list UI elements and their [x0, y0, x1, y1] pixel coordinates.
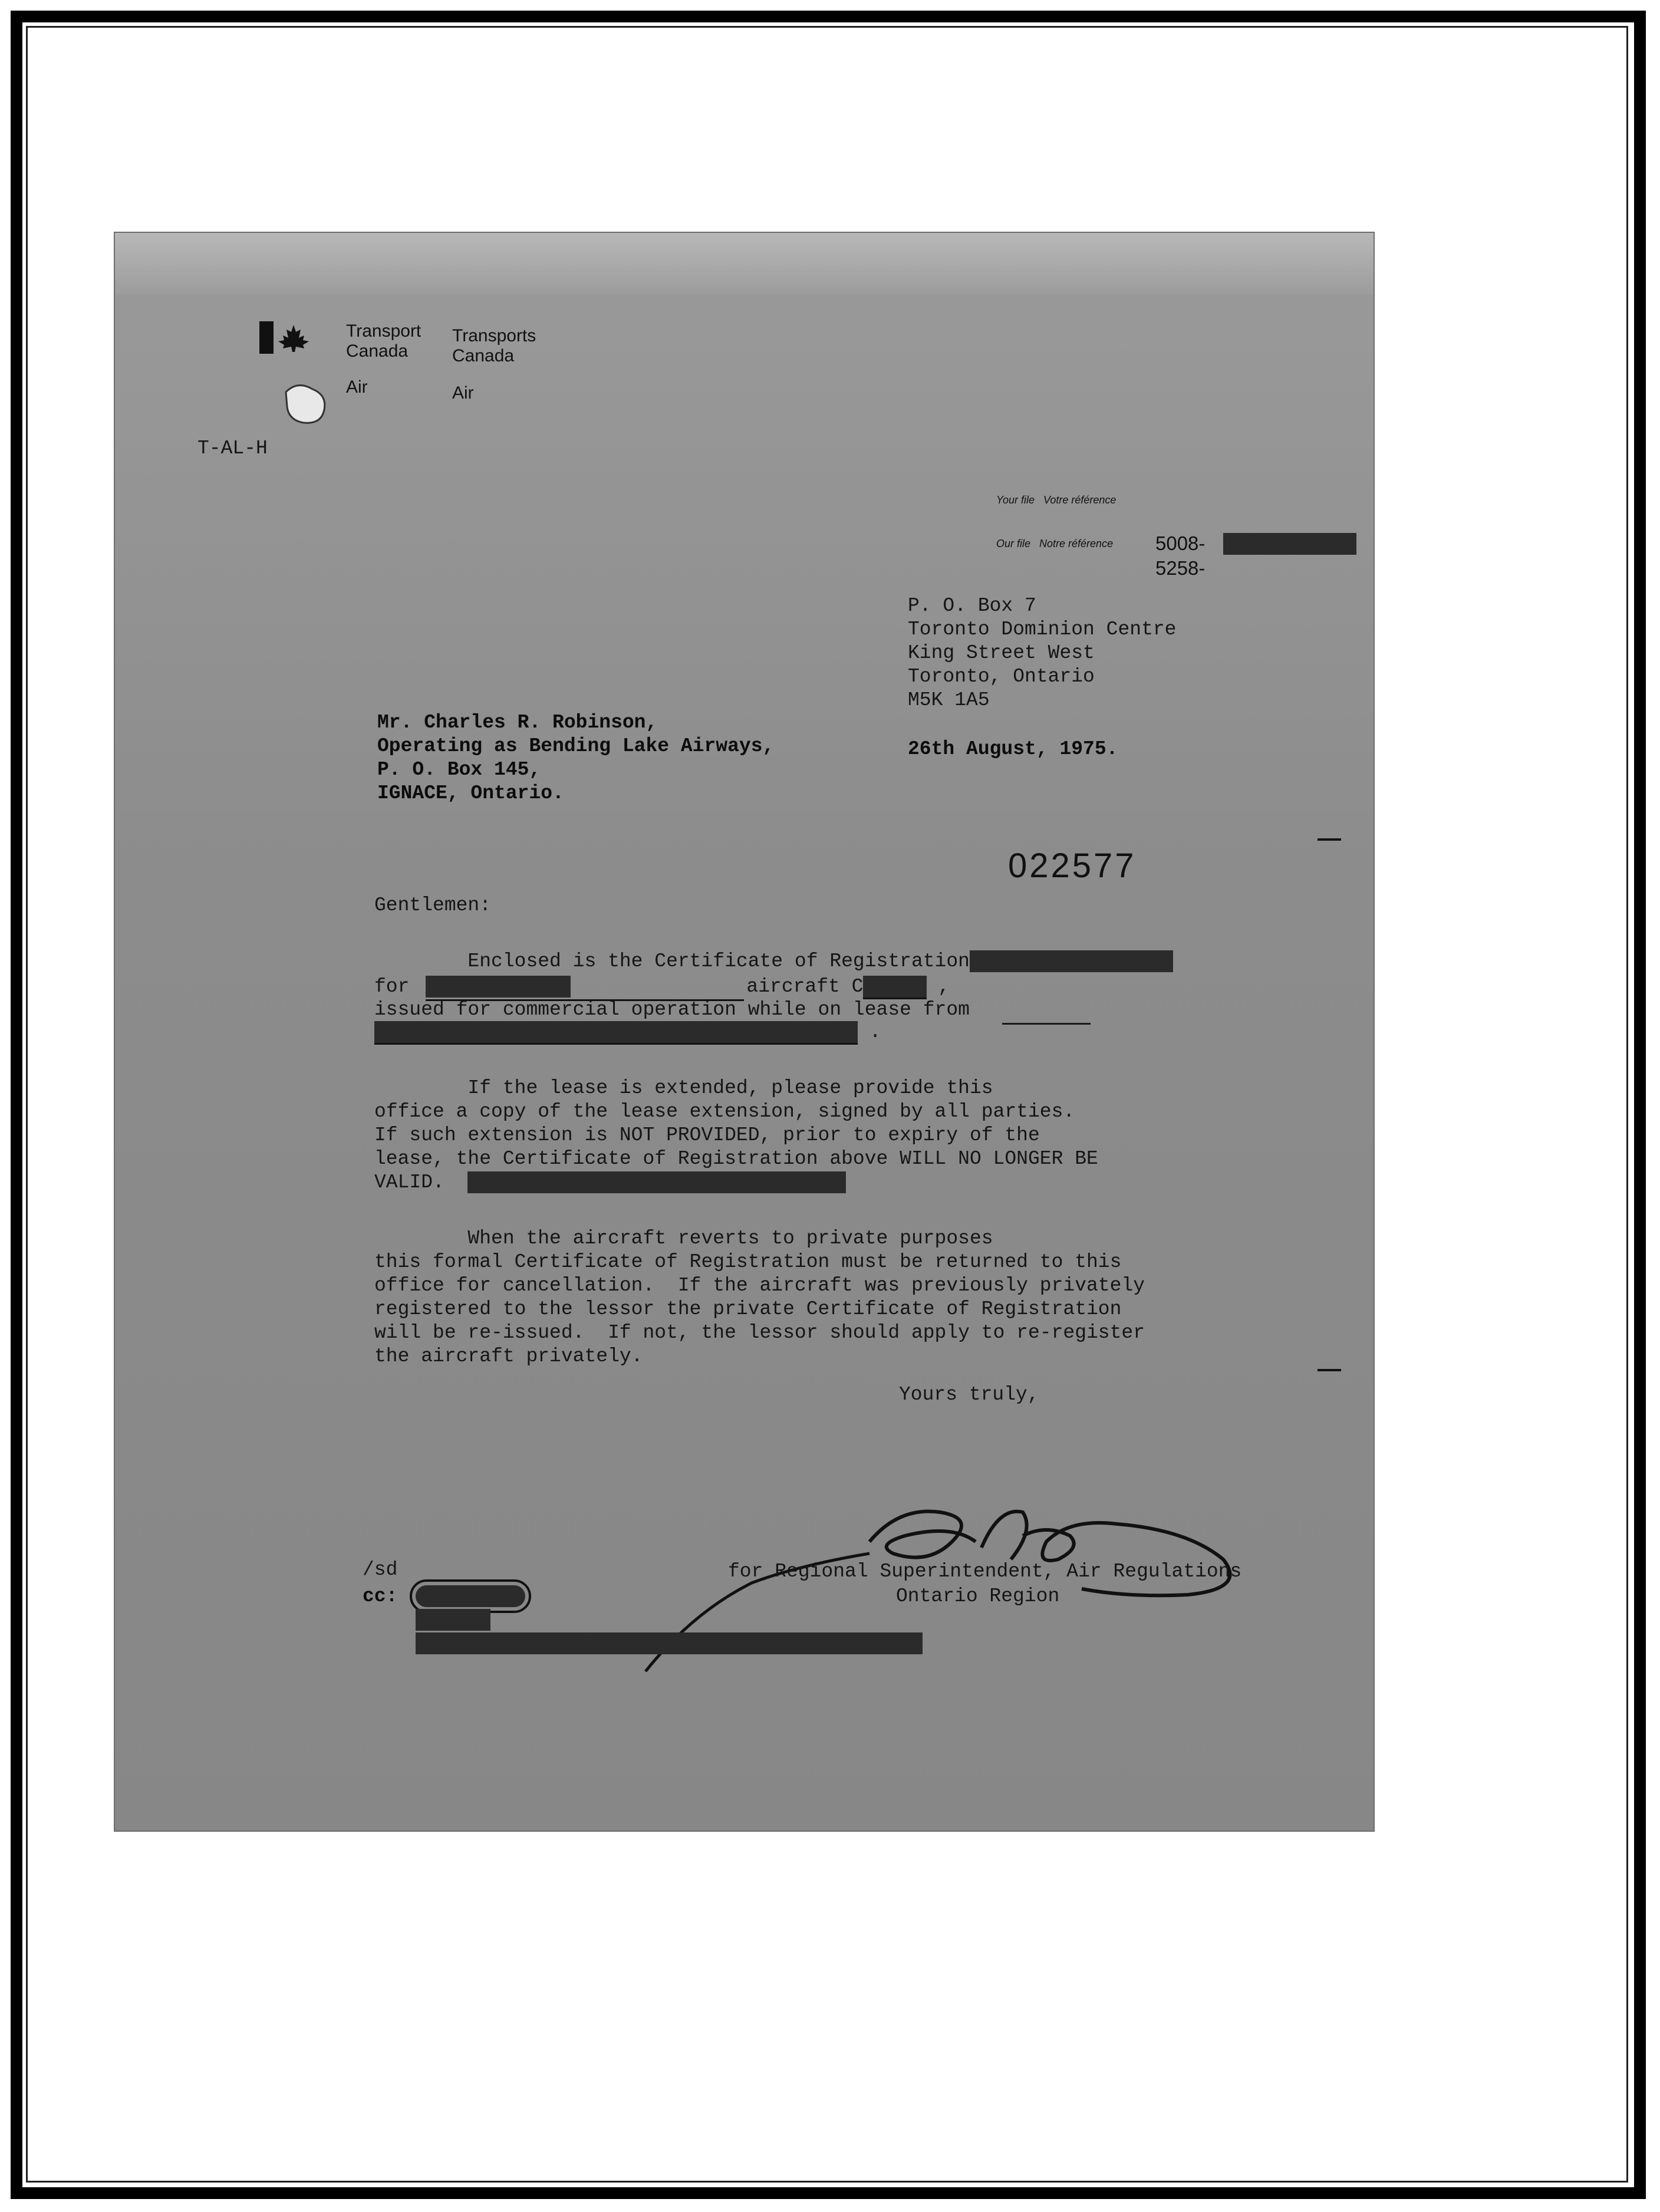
- recipient-line-2: Operating as Bending Lake Airways,: [377, 735, 775, 757]
- para1-line1: Enclosed is the Certificate of Registration and Airworthiness: [374, 949, 1173, 974]
- para3-line4: registered to the lessor the private Certificate of Registration: [374, 1298, 1122, 1320]
- para3-line3: office for cancellation. If the aircraft was previously privately: [374, 1275, 1145, 1296]
- sender-address-2: Toronto Dominion Centre: [908, 618, 1177, 640]
- letter-sheet: [115, 233, 1374, 1831]
- our-file-label: Our file Notre référence: [996, 538, 1114, 549]
- para3-line5: will be re-issued. If not, the lessor should apply to re-register: [374, 1322, 1145, 1344]
- sender-address-5: M5K 1A5: [908, 689, 990, 711]
- para2-line5: VALID. Lease expires 26th August, 1976.: [374, 1170, 846, 1195]
- lessor-underline: [1002, 1023, 1091, 1025]
- our-file-number-redacted: GGQU (OCAR): [1223, 532, 1356, 557]
- para2-line4: lease, the Certificate of Registration above WILL NO LONGER BE: [374, 1148, 1098, 1170]
- margin-tick-2: [1318, 1369, 1341, 1371]
- margin-tick-1: [1318, 838, 1341, 841]
- para1-line2: for Cessna A185F aircraft C -GGQU ,: [374, 975, 950, 1001]
- para2-line3: If such extension is NOT PROVIDED, prior to expiry of the: [374, 1124, 1040, 1146]
- our-file-number-2: 5258-: [1155, 557, 1206, 579]
- cc-item-3: W. J. Long, H.E. Ironstone, & B. W. Wannan.: [416, 1631, 923, 1656]
- sender-address-4: Toronto, Ontario: [908, 666, 1095, 687]
- salutation: Gentlemen:: [374, 894, 492, 916]
- sender-address-3: King Street West: [908, 642, 1095, 664]
- your-file-label: Your file Votre référence: [996, 494, 1116, 506]
- document-number: 022577: [1008, 847, 1137, 885]
- recipient-line-3: P. O. Box 145,: [377, 759, 541, 781]
- branch-en: Air: [346, 377, 368, 397]
- cc-item-1: LRCA Ott.: [416, 1584, 525, 1609]
- para1-line3: issued for commercial operation while on lease from: [374, 999, 970, 1021]
- para3-line6: the aircraft privately.: [374, 1345, 643, 1367]
- para1-line4: W. J. Long, H.E. Ironstone & B. W. Wannan .: [374, 1020, 881, 1045]
- our-file-number-1: 5008-: [1155, 532, 1206, 554]
- dept-name-en: Transport Canada: [346, 321, 421, 361]
- branch-fr: Air: [452, 383, 474, 403]
- letter-date: 26th August, 1975.: [908, 738, 1118, 760]
- redacted-airworthiness: and Airworthiness: [970, 950, 1173, 972]
- para2-line1: If the lease is extended, please provide this: [374, 1077, 993, 1099]
- sender-address-1: P. O. Box 7: [908, 595, 1036, 617]
- closing: Yours truly,: [899, 1384, 1039, 1405]
- recipient-line-4: IGNACE, Ontario.: [377, 782, 564, 804]
- cc-label: cc:: [363, 1585, 398, 1607]
- signature-line-1: for Regional Superintendent, Air Regulations: [728, 1561, 1242, 1582]
- para3-line1: When the aircraft reverts to private purposes: [374, 1227, 993, 1249]
- redacted-lease-expiry: Lease expires 26th August, 1976.: [467, 1171, 846, 1193]
- lessor-names: W. J. Long, H.E. Ironstone & B. W. Wannan: [374, 1021, 858, 1043]
- aircraft-registration: -GGQU: [863, 976, 926, 998]
- initials: /sd: [363, 1559, 398, 1581]
- signature-line-2: Ontario Region: [896, 1585, 1060, 1607]
- file-code: T-AL-H: [197, 437, 268, 459]
- para2-line2: office a copy of the lease extension, signed by all parties.: [374, 1101, 1075, 1123]
- recipient-line-1: Mr. Charles R. Robinson,: [377, 712, 658, 733]
- torn-hole-mark: [280, 380, 336, 427]
- para3-line2: this formal Certificate of Registration must be returned to this: [374, 1251, 1122, 1273]
- aircraft-type: Cessna A185F: [426, 976, 571, 998]
- dept-name-fr: Transports Canada: [452, 326, 536, 366]
- cc-item-2: R.O.C.: [416, 1608, 490, 1632]
- page-fold: [115, 233, 1374, 295]
- canada-flag-icon: [259, 321, 315, 354]
